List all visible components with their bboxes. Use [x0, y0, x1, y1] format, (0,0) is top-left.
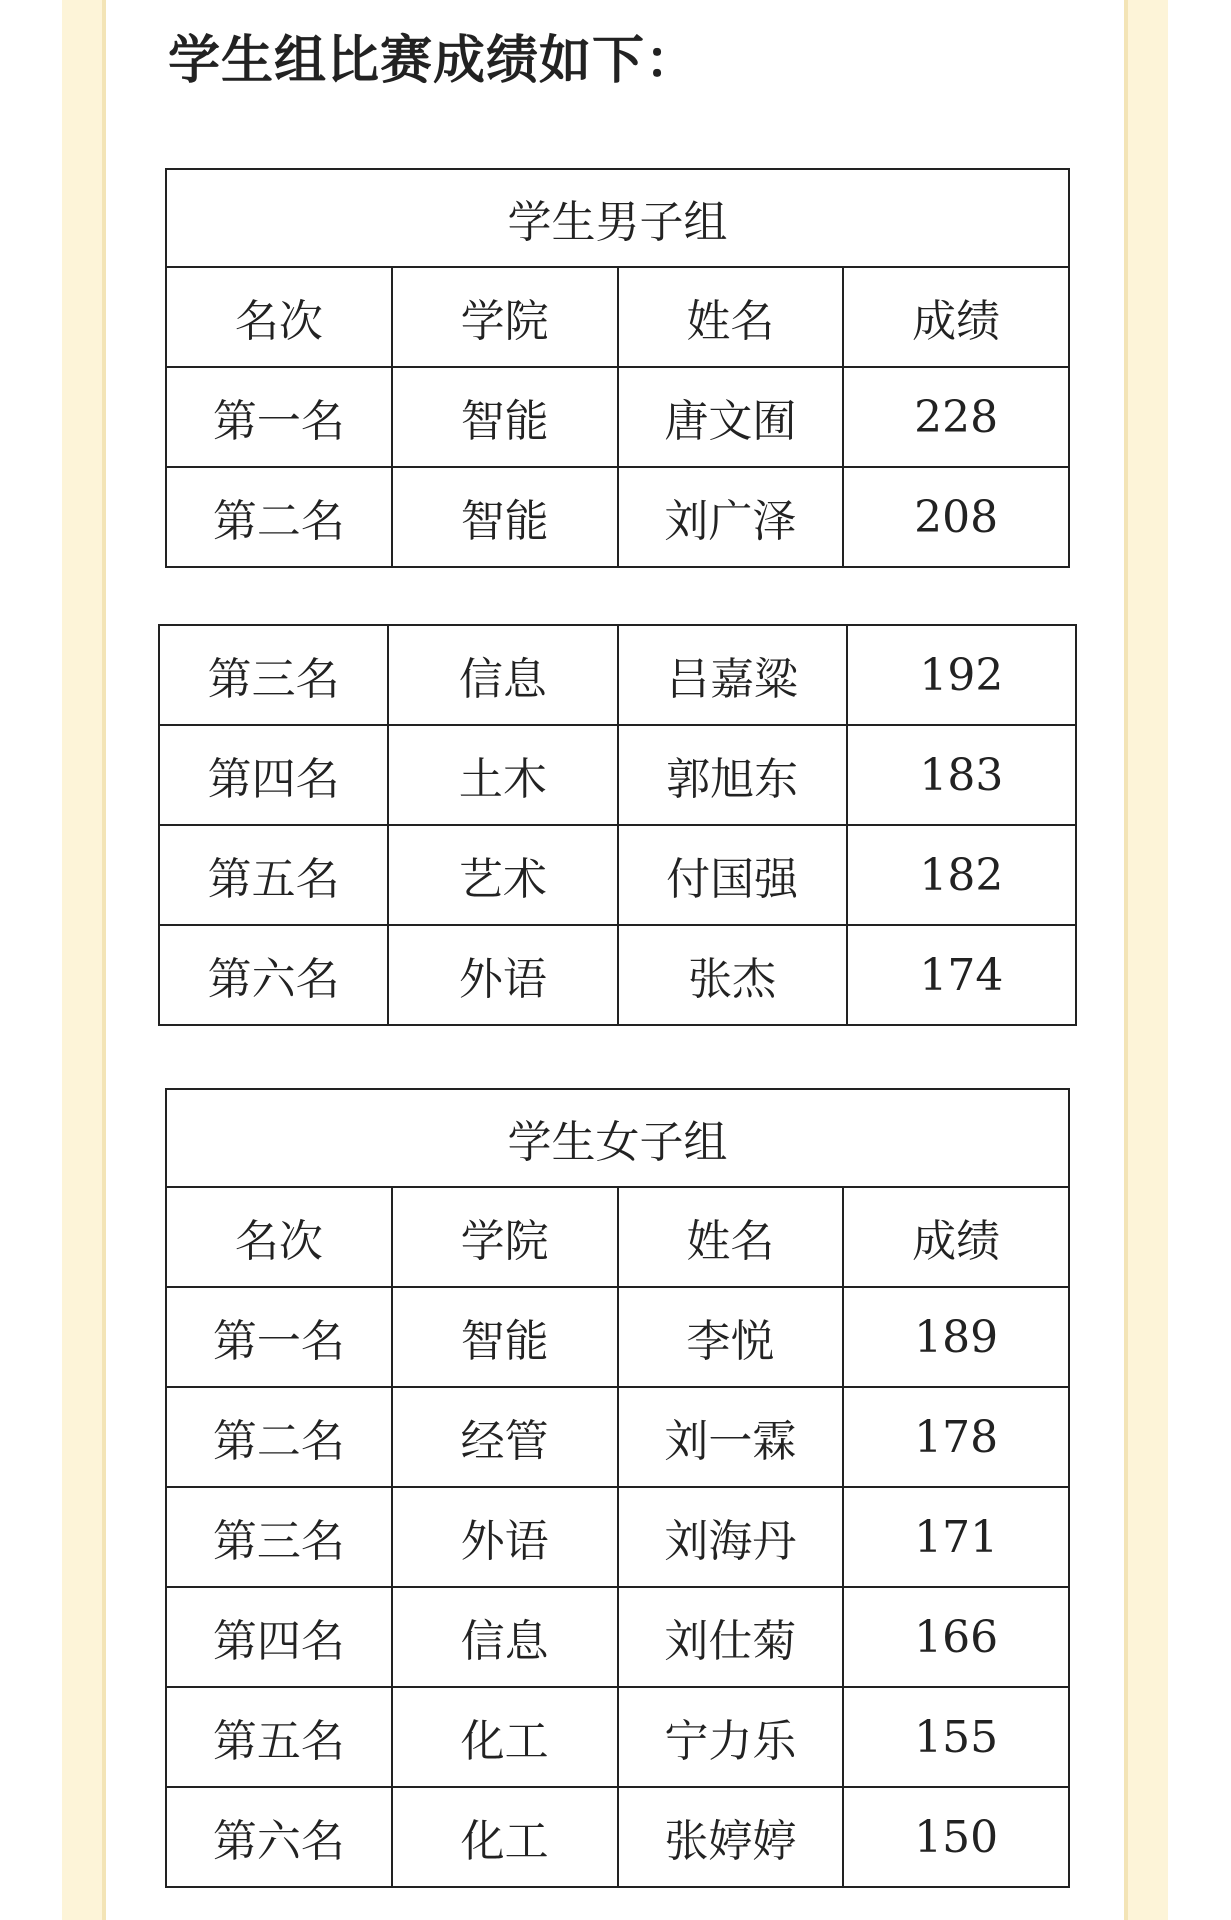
- column-header-score: 成绩: [843, 267, 1069, 367]
- group-title: 学生女子组: [166, 1089, 1069, 1187]
- rank-cell: 第三名: [159, 625, 388, 725]
- table-row: [166, 367, 1069, 467]
- name-cell: 宁力乐: [618, 1687, 844, 1787]
- college-cell: 智能: [392, 367, 618, 467]
- name-cell: 刘海丹: [618, 1487, 844, 1587]
- girls-results-table: [165, 1088, 1070, 1888]
- name-cell: 张婷婷: [618, 1787, 844, 1887]
- table-row: [166, 1687, 1069, 1787]
- name-cell: 刘仕菊: [618, 1587, 844, 1687]
- rank-cell: 第五名: [159, 825, 388, 925]
- name-cell: 张杰: [618, 925, 847, 1025]
- rank-cell: 第一名: [166, 1287, 392, 1387]
- column-header-name: 姓名: [618, 1187, 844, 1287]
- table-row: [159, 725, 1076, 825]
- table-row: [159, 825, 1076, 925]
- table-row: [166, 1587, 1069, 1687]
- rank-cell: 第三名: [166, 1487, 392, 1587]
- group-title: 学生男子组: [166, 169, 1069, 267]
- college-cell: 艺术: [388, 825, 617, 925]
- score-cell: 178: [843, 1387, 1069, 1487]
- score-cell: 155: [843, 1687, 1069, 1787]
- table-row: [159, 925, 1076, 1025]
- boys-results-table-part2: [158, 624, 1077, 1026]
- page-frame-right: [1128, 0, 1168, 1920]
- table-row: [166, 1287, 1069, 1387]
- rank-cell: 第六名: [159, 925, 388, 1025]
- college-cell: 经管: [392, 1387, 618, 1487]
- college-cell: 化工: [392, 1687, 618, 1787]
- name-cell: 郭旭东: [618, 725, 847, 825]
- score-cell: 183: [847, 725, 1076, 825]
- name-cell: 刘一霖: [618, 1387, 844, 1487]
- college-cell: 智能: [392, 467, 618, 567]
- college-cell: 化工: [392, 1787, 618, 1887]
- name-cell: 唐文囿: [618, 367, 844, 467]
- table-row: [159, 625, 1076, 725]
- score-cell: 192: [847, 625, 1076, 725]
- college-cell: 外语: [388, 925, 617, 1025]
- college-cell: 智能: [392, 1287, 618, 1387]
- column-header-rank: 名次: [166, 1187, 392, 1287]
- rank-cell: 第六名: [166, 1787, 392, 1887]
- page-frame-left: [62, 0, 102, 1920]
- group-title-row: [166, 1089, 1069, 1187]
- boys-results-table-part1: [165, 168, 1070, 568]
- score-cell: 189: [843, 1287, 1069, 1387]
- rank-cell: 第一名: [166, 367, 392, 467]
- score-cell: 208: [843, 467, 1069, 567]
- score-cell: 228: [843, 367, 1069, 467]
- college-cell: 土木: [388, 725, 617, 825]
- group-title-row: [166, 169, 1069, 267]
- name-cell: 李悦: [618, 1287, 844, 1387]
- column-header-college: 学院: [392, 267, 618, 367]
- column-header-row: [166, 267, 1069, 367]
- section-heading: 学生组比赛成绩如下：: [168, 31, 699, 91]
- table-row: [166, 1487, 1069, 1587]
- table-row: [166, 1787, 1069, 1887]
- name-cell: 付国强: [618, 825, 847, 925]
- table-row: [166, 1387, 1069, 1487]
- table-row: [166, 467, 1069, 567]
- score-cell: 182: [847, 825, 1076, 925]
- column-header-rank: 名次: [166, 267, 392, 367]
- score-cell: 150: [843, 1787, 1069, 1887]
- column-header-college: 学院: [392, 1187, 618, 1287]
- score-cell: 171: [843, 1487, 1069, 1587]
- score-cell: 166: [843, 1587, 1069, 1687]
- college-cell: 外语: [392, 1487, 618, 1587]
- rank-cell: 第二名: [166, 467, 392, 567]
- rank-cell: 第二名: [166, 1387, 392, 1487]
- name-cell: 吕嘉粱: [618, 625, 847, 725]
- college-cell: 信息: [388, 625, 617, 725]
- article-body: [106, 0, 1124, 1920]
- college-cell: 信息: [392, 1587, 618, 1687]
- column-header-row: [166, 1187, 1069, 1287]
- rank-cell: 第五名: [166, 1687, 392, 1787]
- score-cell: 174: [847, 925, 1076, 1025]
- rank-cell: 第四名: [159, 725, 388, 825]
- rank-cell: 第四名: [166, 1587, 392, 1687]
- name-cell: 刘广泽: [618, 467, 844, 567]
- column-header-name: 姓名: [618, 267, 844, 367]
- column-header-score: 成绩: [843, 1187, 1069, 1287]
